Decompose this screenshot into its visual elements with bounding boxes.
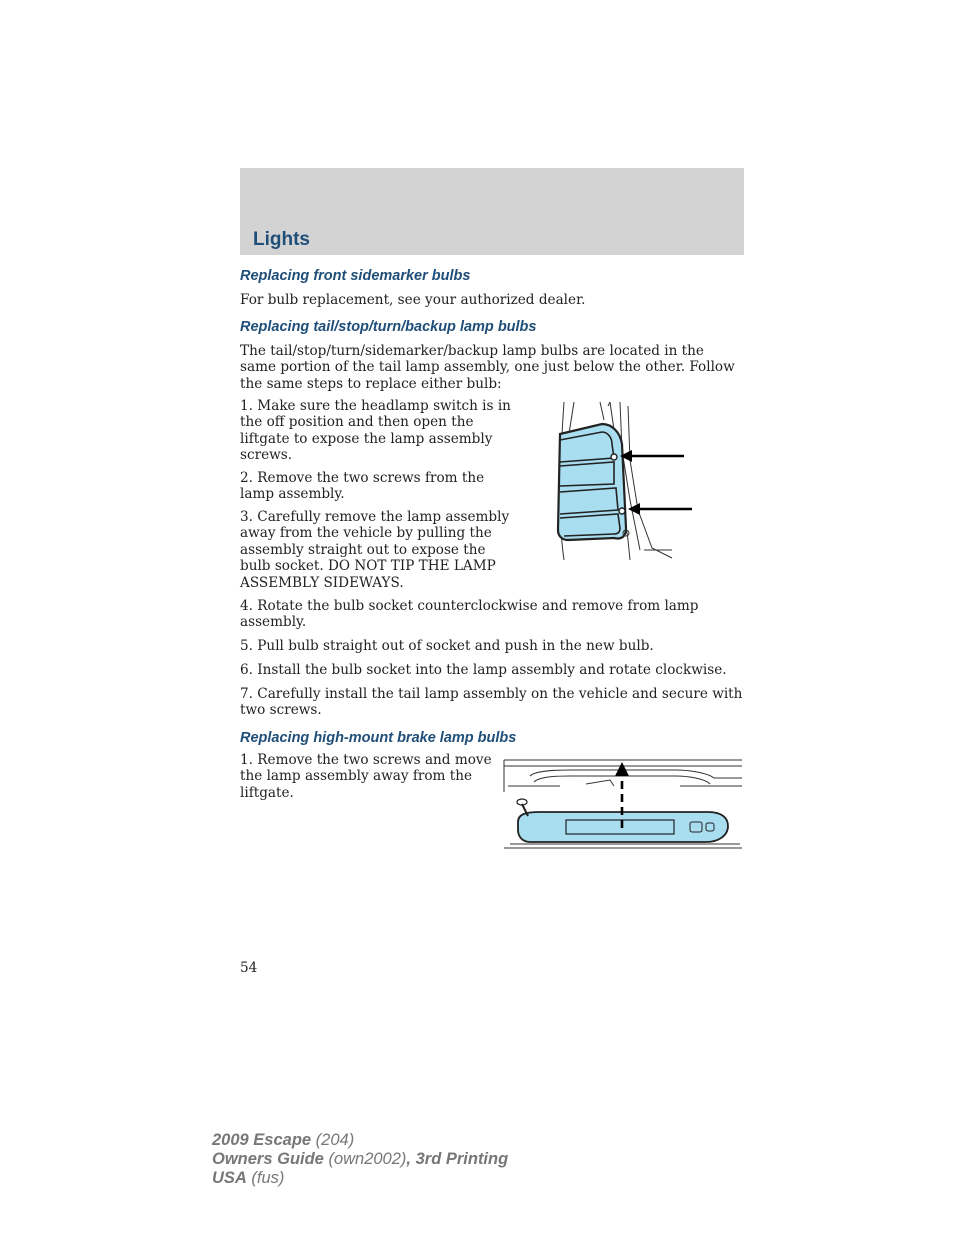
footer-market: USA: [212, 1169, 247, 1187]
heading-high-mount: Replacing high-mount brake lamp bulbs: [240, 730, 517, 746]
tail-step-7: 7. Carefully install the tail lamp assembly on the vehicle and secure with two screws.: [240, 686, 743, 719]
high-mount-lamp-illustration: [500, 756, 746, 852]
tail-step-3: 3. Carefully remove the lamp assembly away from the vehicle by pulling the assembly straight out to expose the bulb socket. DO NOT TIP THE LAMP ASSEMBLY SIDEWAYS.: [240, 509, 510, 591]
footer-model: 2009 Escape: [212, 1131, 312, 1149]
footer-market-code: (fus): [246, 1169, 285, 1187]
tail-step-4: 4. Rotate the bulb socket counterclockwise and remove from lamp assembly.: [240, 598, 699, 631]
tail-lamp-illustration: [548, 400, 698, 564]
tail-step-1: 1. Make sure the headlamp switch is in the off position and then open the liftgate to expose the lamp assembly screws.: [240, 398, 511, 464]
tail-step-2: 2. Remove the two screws from the lamp assembly.: [240, 470, 485, 503]
tail-step-6: 6. Install the bulb socket into the lamp assembly and rotate clockwise.: [240, 662, 727, 678]
heading-front-sidemarker: Replacing front sidemarker bulbs: [240, 268, 471, 284]
paragraph-front-sidemarker: For bulb replacement, see your authorized dealer.: [240, 292, 586, 308]
tail-step-5: 5. Pull bulb straight out of socket and push in the new bulb.: [240, 638, 654, 654]
tail-lamp-lens: [558, 424, 626, 540]
footer-guide-code: (own2002): [323, 1150, 407, 1168]
document-footer: [212, 1131, 508, 1188]
section-header-band: [240, 168, 744, 255]
page-number: 54: [240, 960, 258, 976]
screw-bottom: [619, 508, 625, 514]
footer-model-code: (204): [311, 1131, 355, 1149]
section-title: Lights: [253, 229, 310, 250]
paragraph-tail-lamp-intro: The tail/stop/turn/sidemarker/backup lamp bulbs are located in the same portion of the tail lamp assembly, one just below the other. Follow the same steps to replace either bulb:: [240, 343, 735, 392]
screw-top: [611, 454, 617, 460]
heading-tail-lamp: Replacing tail/stop/turn/backup lamp bulbs: [240, 319, 537, 335]
footer-guide: Owners Guide: [212, 1150, 324, 1168]
arrow-icon: [628, 503, 692, 515]
high-mount-step-1: 1. Remove the two screws and move the lamp assembly away from the liftgate.: [240, 752, 492, 801]
arrow-icon: [620, 450, 684, 462]
footer-printing: , 3rd Printing: [406, 1150, 509, 1168]
screw-icon: [517, 799, 528, 816]
